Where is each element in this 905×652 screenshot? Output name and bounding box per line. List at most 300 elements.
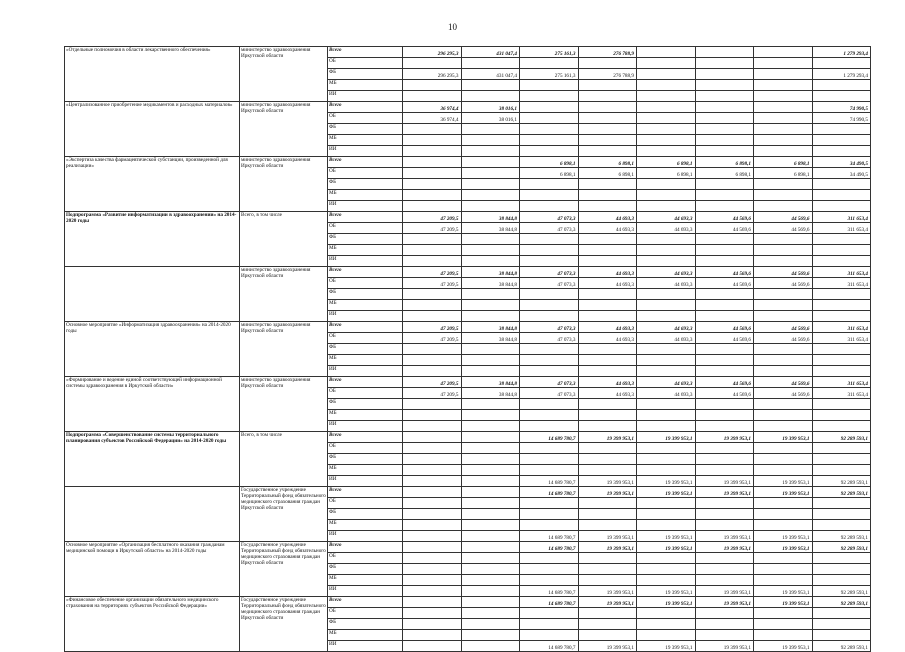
program-name-cell: «Формирование и ведение единой соответствующей информационной системы здравоохранения в Иркутской области» [65,377,240,432]
value-cell [578,399,637,410]
value-cell: 6 898,1 [637,168,696,179]
value-cell [812,289,871,300]
value-cell [578,245,637,256]
value-cell: 47 073,3 [520,278,579,289]
value-cell [461,344,520,355]
funding-source-cell: МБ [328,80,403,91]
value-cell [637,69,696,80]
value-cell [695,575,754,586]
value-cell: 47 209,5 [403,278,462,289]
value-cell: 19 399 953,1 [695,597,754,608]
value-cell [520,608,579,619]
value-cell [812,311,871,322]
funding-source-cell: ФБ [328,179,403,190]
funding-source-cell: Всего [328,212,403,223]
value-cell: 92 289 593,1 [812,432,871,443]
funding-source-cell: ОБ [328,608,403,619]
value-cell: 74 990,5 [812,102,871,113]
value-cell: 44 693,3 [578,388,637,399]
funding-source-cell: ОБ [328,278,403,289]
value-cell: 74 990,5 [812,113,871,124]
funding-source-cell: ФБ [328,619,403,630]
value-cell [403,476,462,487]
value-cell [461,575,520,586]
value-cell [637,619,696,630]
value-cell [461,520,520,531]
value-cell: 431 047,4 [461,69,520,80]
executor-cell: Государственное учреждение Территориальный фонд обязательного медицинского страхования граждан Иркутской области [240,597,328,652]
value-cell [578,234,637,245]
value-cell [461,432,520,443]
funding-source-cell: ОБ [328,498,403,509]
value-cell [754,509,813,520]
value-cell [520,355,579,366]
value-cell [461,355,520,366]
value-cell [695,465,754,476]
funding-source-cell: МБ [328,630,403,641]
program-name-cell: «Финансовое обеспечение организации обязательного медицинского страхования на территориях субъектов Российской Федерации» [65,597,240,652]
value-cell [520,366,579,377]
value-cell [578,124,637,135]
value-cell [403,179,462,190]
value-cell [754,256,813,267]
value-cell: 44 693,3 [637,212,696,223]
value-cell [578,355,637,366]
value-cell [695,619,754,630]
value-cell [695,509,754,520]
value-cell: 311 653,4 [812,333,871,344]
program-name-cell: Подпрограмма «Развитие информатизации в здравоохранении» на 2014-2020 годы [65,212,240,267]
value-cell [520,498,579,509]
value-cell [403,641,462,652]
value-cell [812,58,871,69]
value-cell [637,509,696,520]
value-cell [695,91,754,102]
value-cell [637,300,696,311]
value-cell: 14 689 780,7 [520,531,579,542]
value-cell: 19 399 953,1 [754,487,813,498]
funding-source-cell: ОБ [328,58,403,69]
value-cell [461,289,520,300]
executor-cell: министерство здравоохранения Иркутской области [240,322,328,377]
value-cell [578,113,637,124]
funding-source-cell: ОБ [328,168,403,179]
value-cell [754,179,813,190]
value-cell: 6 898,1 [754,157,813,168]
value-cell [578,311,637,322]
value-cell: 44 693,3 [578,212,637,223]
value-cell: 38 844,8 [461,267,520,278]
budget-table [64,46,871,652]
funding-source-cell: ФБ [328,509,403,520]
funding-source-cell: ФБ [328,344,403,355]
value-cell: 38 844,8 [461,212,520,223]
value-cell [520,509,579,520]
value-cell [754,410,813,421]
value-cell [461,410,520,421]
value-cell: 19 399 953,1 [637,542,696,553]
funding-source-cell: ФБ [328,399,403,410]
value-cell: 19 399 953,1 [695,586,754,597]
value-cell [812,410,871,421]
value-cell [520,80,579,91]
value-cell: 311 653,4 [812,278,871,289]
value-cell: 311 653,4 [812,267,871,278]
value-cell [403,399,462,410]
value-cell [754,454,813,465]
funding-source-cell: Всего [328,487,403,498]
funding-source-cell: МБ [328,300,403,311]
value-cell [695,366,754,377]
value-cell [578,102,637,113]
funding-source-cell: Всего [328,432,403,443]
funding-source-cell: ИИ [328,311,403,322]
value-cell [637,575,696,586]
value-cell: 44 693,3 [637,322,696,333]
value-cell: 311 653,4 [812,377,871,388]
value-cell [754,58,813,69]
value-cell [637,245,696,256]
value-cell: 47 209,5 [403,322,462,333]
value-cell [637,311,696,322]
value-cell [403,234,462,245]
value-cell [578,421,637,432]
value-cell [754,135,813,146]
value-cell: 44 569,6 [695,388,754,399]
value-cell [695,421,754,432]
value-cell: 275 161,3 [520,47,579,58]
value-cell [520,454,579,465]
program-name-cell [65,487,240,542]
value-cell [403,619,462,630]
value-cell [461,487,520,498]
value-cell: 19 399 953,1 [754,432,813,443]
value-cell [637,553,696,564]
value-cell [403,168,462,179]
value-cell [520,630,579,641]
value-cell [637,498,696,509]
funding-source-cell: ОБ [328,443,403,454]
value-cell [461,399,520,410]
value-cell [520,421,579,432]
funding-source-cell: ОБ [328,113,403,124]
funding-source-cell: ФБ [328,289,403,300]
value-cell [461,135,520,146]
value-cell [520,256,579,267]
value-cell [637,344,696,355]
executor-cell: министерство здравоохранения Иркутской области [240,47,328,102]
value-cell: 19 399 953,1 [754,542,813,553]
value-cell [461,509,520,520]
funding-source-cell: ФБ [328,69,403,80]
value-cell [403,454,462,465]
value-cell [754,553,813,564]
value-cell [812,421,871,432]
value-cell [754,201,813,212]
value-cell [461,366,520,377]
value-cell: 44 569,6 [754,388,813,399]
funding-source-cell: ИИ [328,421,403,432]
value-cell [695,311,754,322]
value-cell [812,124,871,135]
value-cell [754,355,813,366]
value-cell [403,58,462,69]
value-cell [637,421,696,432]
funding-source-cell: МБ [328,520,403,531]
value-cell [695,80,754,91]
funding-source-cell: МБ [328,465,403,476]
value-cell [461,168,520,179]
table-body [65,47,871,652]
value-cell [578,190,637,201]
value-cell: 44 569,6 [695,377,754,388]
value-cell: 47 073,3 [520,267,579,278]
value-cell [637,355,696,366]
executor-cell: Государственное учреждение Территориальный фонд обязательного медицинского страхования граждан Иркутской области [240,487,328,542]
value-cell [695,69,754,80]
value-cell [461,443,520,454]
value-cell [754,146,813,157]
value-cell: 38 844,8 [461,322,520,333]
value-cell [403,201,462,212]
value-cell: 44 569,6 [695,278,754,289]
table-row [65,102,871,113]
value-cell: 38 844,8 [461,278,520,289]
value-cell [403,80,462,91]
funding-source-cell: Всего [328,157,403,168]
value-cell [812,234,871,245]
value-cell: 44 569,6 [754,223,813,234]
value-cell [578,465,637,476]
value-cell [754,245,813,256]
value-cell: 19 399 953,1 [578,487,637,498]
value-cell [403,465,462,476]
executor-cell: Всего, в том числе [240,432,328,487]
value-cell [403,498,462,509]
value-cell [754,113,813,124]
value-cell [754,91,813,102]
value-cell [812,146,871,157]
value-cell [637,113,696,124]
value-cell [695,58,754,69]
value-cell: 44 569,6 [754,212,813,223]
value-cell [578,619,637,630]
value-cell [812,564,871,575]
value-cell [520,344,579,355]
value-cell: 47 073,3 [520,377,579,388]
value-cell [578,91,637,102]
value-cell [461,498,520,509]
value-cell: 19 399 953,1 [637,432,696,443]
executor-cell: министерство здравоохранения Иркутской области [240,377,328,432]
value-cell [637,630,696,641]
funding-source-cell: ФБ [328,124,403,135]
value-cell: 19 399 953,1 [578,542,637,553]
table-row [65,212,871,223]
value-cell [637,608,696,619]
table-row [65,47,871,58]
value-cell [637,443,696,454]
value-cell: 44 693,3 [578,223,637,234]
value-cell [461,531,520,542]
value-cell [461,619,520,630]
value-cell [754,234,813,245]
value-cell: 47 209,5 [403,267,462,278]
value-cell [812,190,871,201]
value-cell [578,344,637,355]
value-cell: 19 399 953,1 [754,597,813,608]
value-cell: 19 399 953,1 [695,432,754,443]
value-cell: 44 569,6 [695,212,754,223]
value-cell [637,47,696,58]
value-cell [403,597,462,608]
value-cell: 6 898,1 [637,157,696,168]
value-cell [812,498,871,509]
funding-source-cell: МБ [328,575,403,586]
value-cell [403,531,462,542]
value-cell [403,157,462,168]
executor-cell: министерство здравоохранения Иркутской области [240,102,328,157]
value-cell [578,146,637,157]
value-cell [461,201,520,212]
funding-source-cell: ОБ [328,553,403,564]
page-number: 10 [448,22,457,32]
value-cell [812,344,871,355]
value-cell [695,553,754,564]
value-cell: 6 898,1 [520,168,579,179]
value-cell: 6 898,1 [754,168,813,179]
value-cell [520,443,579,454]
value-cell [754,564,813,575]
value-cell [403,410,462,421]
value-cell: 44 569,6 [754,322,813,333]
value-cell [578,289,637,300]
funding-source-cell: ИИ [328,256,403,267]
value-cell [695,135,754,146]
value-cell [754,124,813,135]
value-cell [637,564,696,575]
value-cell [695,179,754,190]
value-cell: 14 689 780,7 [520,586,579,597]
value-cell: 19 399 953,1 [695,487,754,498]
value-cell: 38 844,8 [461,223,520,234]
value-cell [695,190,754,201]
value-cell: 44 569,6 [695,333,754,344]
value-cell [754,366,813,377]
value-cell: 311 653,4 [812,223,871,234]
value-cell: 47 073,3 [520,322,579,333]
value-cell [403,245,462,256]
value-cell [520,410,579,421]
value-cell [695,410,754,421]
value-cell: 44 693,3 [637,223,696,234]
value-cell: 311 653,4 [812,212,871,223]
value-cell: 6 898,1 [520,157,579,168]
value-cell [403,300,462,311]
value-cell: 44 693,3 [637,333,696,344]
value-cell: 311 653,4 [812,388,871,399]
value-cell [520,245,579,256]
value-cell [461,597,520,608]
value-cell: 19 399 953,1 [637,586,696,597]
value-cell [461,641,520,652]
table-row [65,597,871,608]
funding-source-cell: Всего [328,542,403,553]
value-cell: 44 693,3 [578,278,637,289]
value-cell [637,135,696,146]
value-cell: 14 689 780,7 [520,432,579,443]
value-cell: 92 289 593,1 [812,487,871,498]
value-cell [403,586,462,597]
value-cell: 1 279 293,4 [812,47,871,58]
value-cell [578,300,637,311]
value-cell [637,366,696,377]
value-cell [812,201,871,212]
value-cell: 14 689 780,7 [520,641,579,652]
value-cell [754,311,813,322]
value-cell: 6 898,1 [695,157,754,168]
value-cell [637,410,696,421]
funding-source-cell: МБ [328,135,403,146]
value-cell: 19 399 953,1 [578,641,637,652]
value-cell [578,454,637,465]
table-row [65,157,871,168]
value-cell [812,454,871,465]
value-cell [754,69,813,80]
value-cell [403,124,462,135]
value-cell [520,124,579,135]
value-cell: 92 289 593,1 [812,586,871,597]
funding-source-cell: ИИ [328,366,403,377]
value-cell [812,135,871,146]
value-cell [695,124,754,135]
value-cell [461,454,520,465]
value-cell [812,465,871,476]
value-cell [695,630,754,641]
table-row [65,267,871,278]
value-cell [637,465,696,476]
value-cell [403,355,462,366]
value-cell [578,498,637,509]
value-cell [461,630,520,641]
value-cell [812,366,871,377]
value-cell [812,80,871,91]
funding-source-cell: МБ [328,245,403,256]
value-cell [520,234,579,245]
value-cell [695,454,754,465]
value-cell: 44 569,6 [754,267,813,278]
value-cell [695,608,754,619]
value-cell [754,608,813,619]
value-cell: 19 399 953,1 [754,476,813,487]
value-cell [695,245,754,256]
executor-cell: Государственное учреждение Территориальный фонд обязательного медицинского страхования граждан Иркутской области [240,542,328,597]
table-row [65,432,871,443]
value-cell [637,454,696,465]
value-cell: 44 569,6 [695,267,754,278]
value-cell [578,201,637,212]
value-cell: 19 399 953,1 [695,641,754,652]
value-cell [695,102,754,113]
value-cell [695,146,754,157]
value-cell: 19 399 953,1 [754,641,813,652]
value-cell [578,410,637,421]
value-cell [520,619,579,630]
value-cell [461,476,520,487]
value-cell: 311 653,4 [812,322,871,333]
value-cell [461,542,520,553]
value-cell [695,520,754,531]
